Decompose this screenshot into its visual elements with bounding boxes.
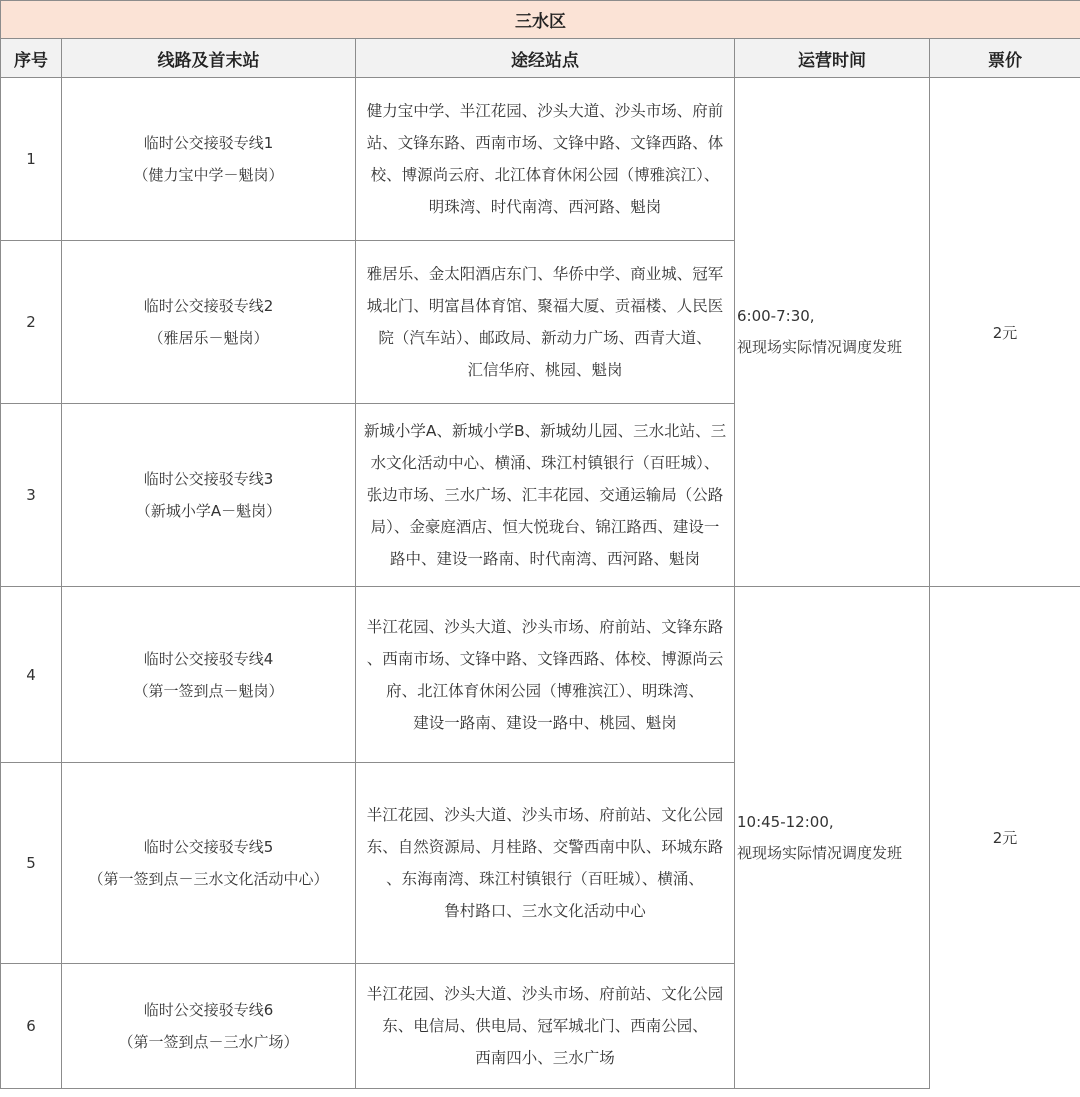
hours-cell [735, 587, 930, 1089]
stops-line: 校、博源尚云府、北江体育休闲公园（博雅滨江）、 [370, 166, 720, 184]
row-number: 2 [1, 241, 62, 404]
header-fare: 票价 [930, 39, 1080, 78]
stops-line: 水文化活动中心、横涌、珠江村镇银行（百旺城）、 [370, 454, 720, 472]
bottom-right-blank [930, 1060, 1080, 1097]
stops-line: 、东海南湾、珠江村镇银行（百旺城）、横涌、 [386, 870, 704, 888]
header-hours: 运营时间 [735, 39, 930, 78]
stops-cell [356, 763, 735, 964]
row-number: 1 [1, 78, 62, 241]
stops-line: 站、文锋东路、西南市场、文锋中路、文锋西路、体 [366, 134, 724, 152]
fare-cell: 2元 [930, 78, 1080, 587]
row-number: 5 [1, 763, 62, 964]
stops-line: 府、北江体育休闲公园（博雅滨江）、明珠湾、 [386, 681, 704, 700]
stops-cell [356, 587, 735, 763]
stops-line: 雅居乐、金太阳酒店东门、华侨中学、商业城、冠军 [366, 265, 724, 283]
hours-range: 6:00-7:30, [737, 307, 815, 325]
route-cell [62, 78, 356, 241]
table-row [1, 78, 1080, 241]
table-title: 三水区 [1, 1, 1080, 39]
route-cell [62, 587, 356, 763]
hours-cell [735, 78, 930, 587]
hours-note: 视现场实际情况调度发班 [737, 338, 903, 356]
route-name: 临时公交接驳专线3 [143, 470, 274, 488]
route-ends: （健力宝中学－魁岗） [133, 166, 284, 184]
route-name: 临时公交接驳专线4 [143, 649, 274, 668]
route-cell [62, 241, 356, 404]
fare-cell: 2元 [930, 587, 1080, 1089]
route-cell [62, 404, 356, 587]
stops-line: 新城小学A、新城小学B、新城幼儿园、三水北站、三 [363, 422, 727, 440]
stops-line: 西南四小、三水广场 [475, 1049, 615, 1067]
stops-line: 明珠湾、时代南湾、西河路、魁岗 [428, 198, 662, 216]
stops-cell [356, 241, 735, 404]
route-name: 临时公交接驳专线2 [143, 297, 274, 315]
stops-line: 东、自然资源局、月桂路、交警西南中队、环城东路 [366, 838, 724, 856]
stops-cell [356, 964, 735, 1089]
route-ends: （第一签到点－魁岗） [133, 681, 284, 700]
row-number: 4 [1, 587, 62, 763]
header-no: 序号 [1, 39, 62, 78]
stops-line: 张边市场、三水广场、汇丰花园、交通运输局（公路 [366, 486, 724, 504]
stops-line: 路中、建设一路南、时代南湾、西河路、魁岗 [389, 550, 700, 568]
stops-line: 城北门、明富昌体育馆、聚福大厦、贡福楼、人民医 [366, 297, 724, 315]
route-name: 临时公交接驳专线5 [143, 838, 274, 856]
stops-line: 、西南市场、文锋中路、文锋西路、体校、博源尚云 [366, 649, 724, 668]
stops-line: 院（汽车站）、邮政局、新动力广场、西青大道、 [378, 329, 712, 347]
stops-line: 东、电信局、供电局、冠军城北门、西南公园、 [382, 1017, 708, 1035]
route-ends: （第一签到点－三水文化活动中心） [88, 870, 329, 888]
route-ends: （雅居乐－魁岗） [148, 329, 269, 347]
stops-line: 半江花园、沙头大道、沙头市场、府前站、文化公园 [366, 985, 724, 1003]
route-ends: （新城小学A－魁岗） [135, 502, 282, 520]
row-number: 6 [1, 964, 62, 1089]
stops-cell [356, 78, 735, 241]
route-cell [62, 964, 356, 1089]
route-ends: （第一签到点－三水广场） [118, 1033, 299, 1051]
stops-line: 半江花园、沙头大道、沙头市场、府前站、文化公园 [366, 806, 724, 824]
table-row [1, 587, 1080, 763]
stops-line: 健力宝中学、半江花园、沙头大道、沙头市场、府前 [366, 102, 724, 120]
header-route: 线路及首末站 [62, 39, 356, 78]
stops-line: 鲁村路口、三水文化活动中心 [444, 902, 646, 920]
stops-line: 半江花园、沙头大道、沙头市场、府前站、文锋东路 [366, 617, 724, 636]
route-cell [62, 763, 356, 964]
stops-line: 局）、金豪庭酒店、恒大悦珑台、锦江路西、建设一 [370, 518, 720, 536]
header-stops: 途经站点 [356, 39, 735, 78]
row-number: 3 [1, 404, 62, 587]
hours-note: 视现场实际情况调度发班 [737, 843, 903, 862]
route-name: 临时公交接驳专线6 [143, 1001, 274, 1019]
stops-line: 汇信华府、桃园、魁岗 [467, 361, 623, 379]
stops-line: 建设一路南、建设一路中、桃园、魁岗 [413, 713, 677, 732]
hours-range: 10:45-12:00, [737, 812, 834, 831]
route-name: 临时公交接驳专线1 [143, 134, 274, 152]
stops-cell [356, 404, 735, 587]
